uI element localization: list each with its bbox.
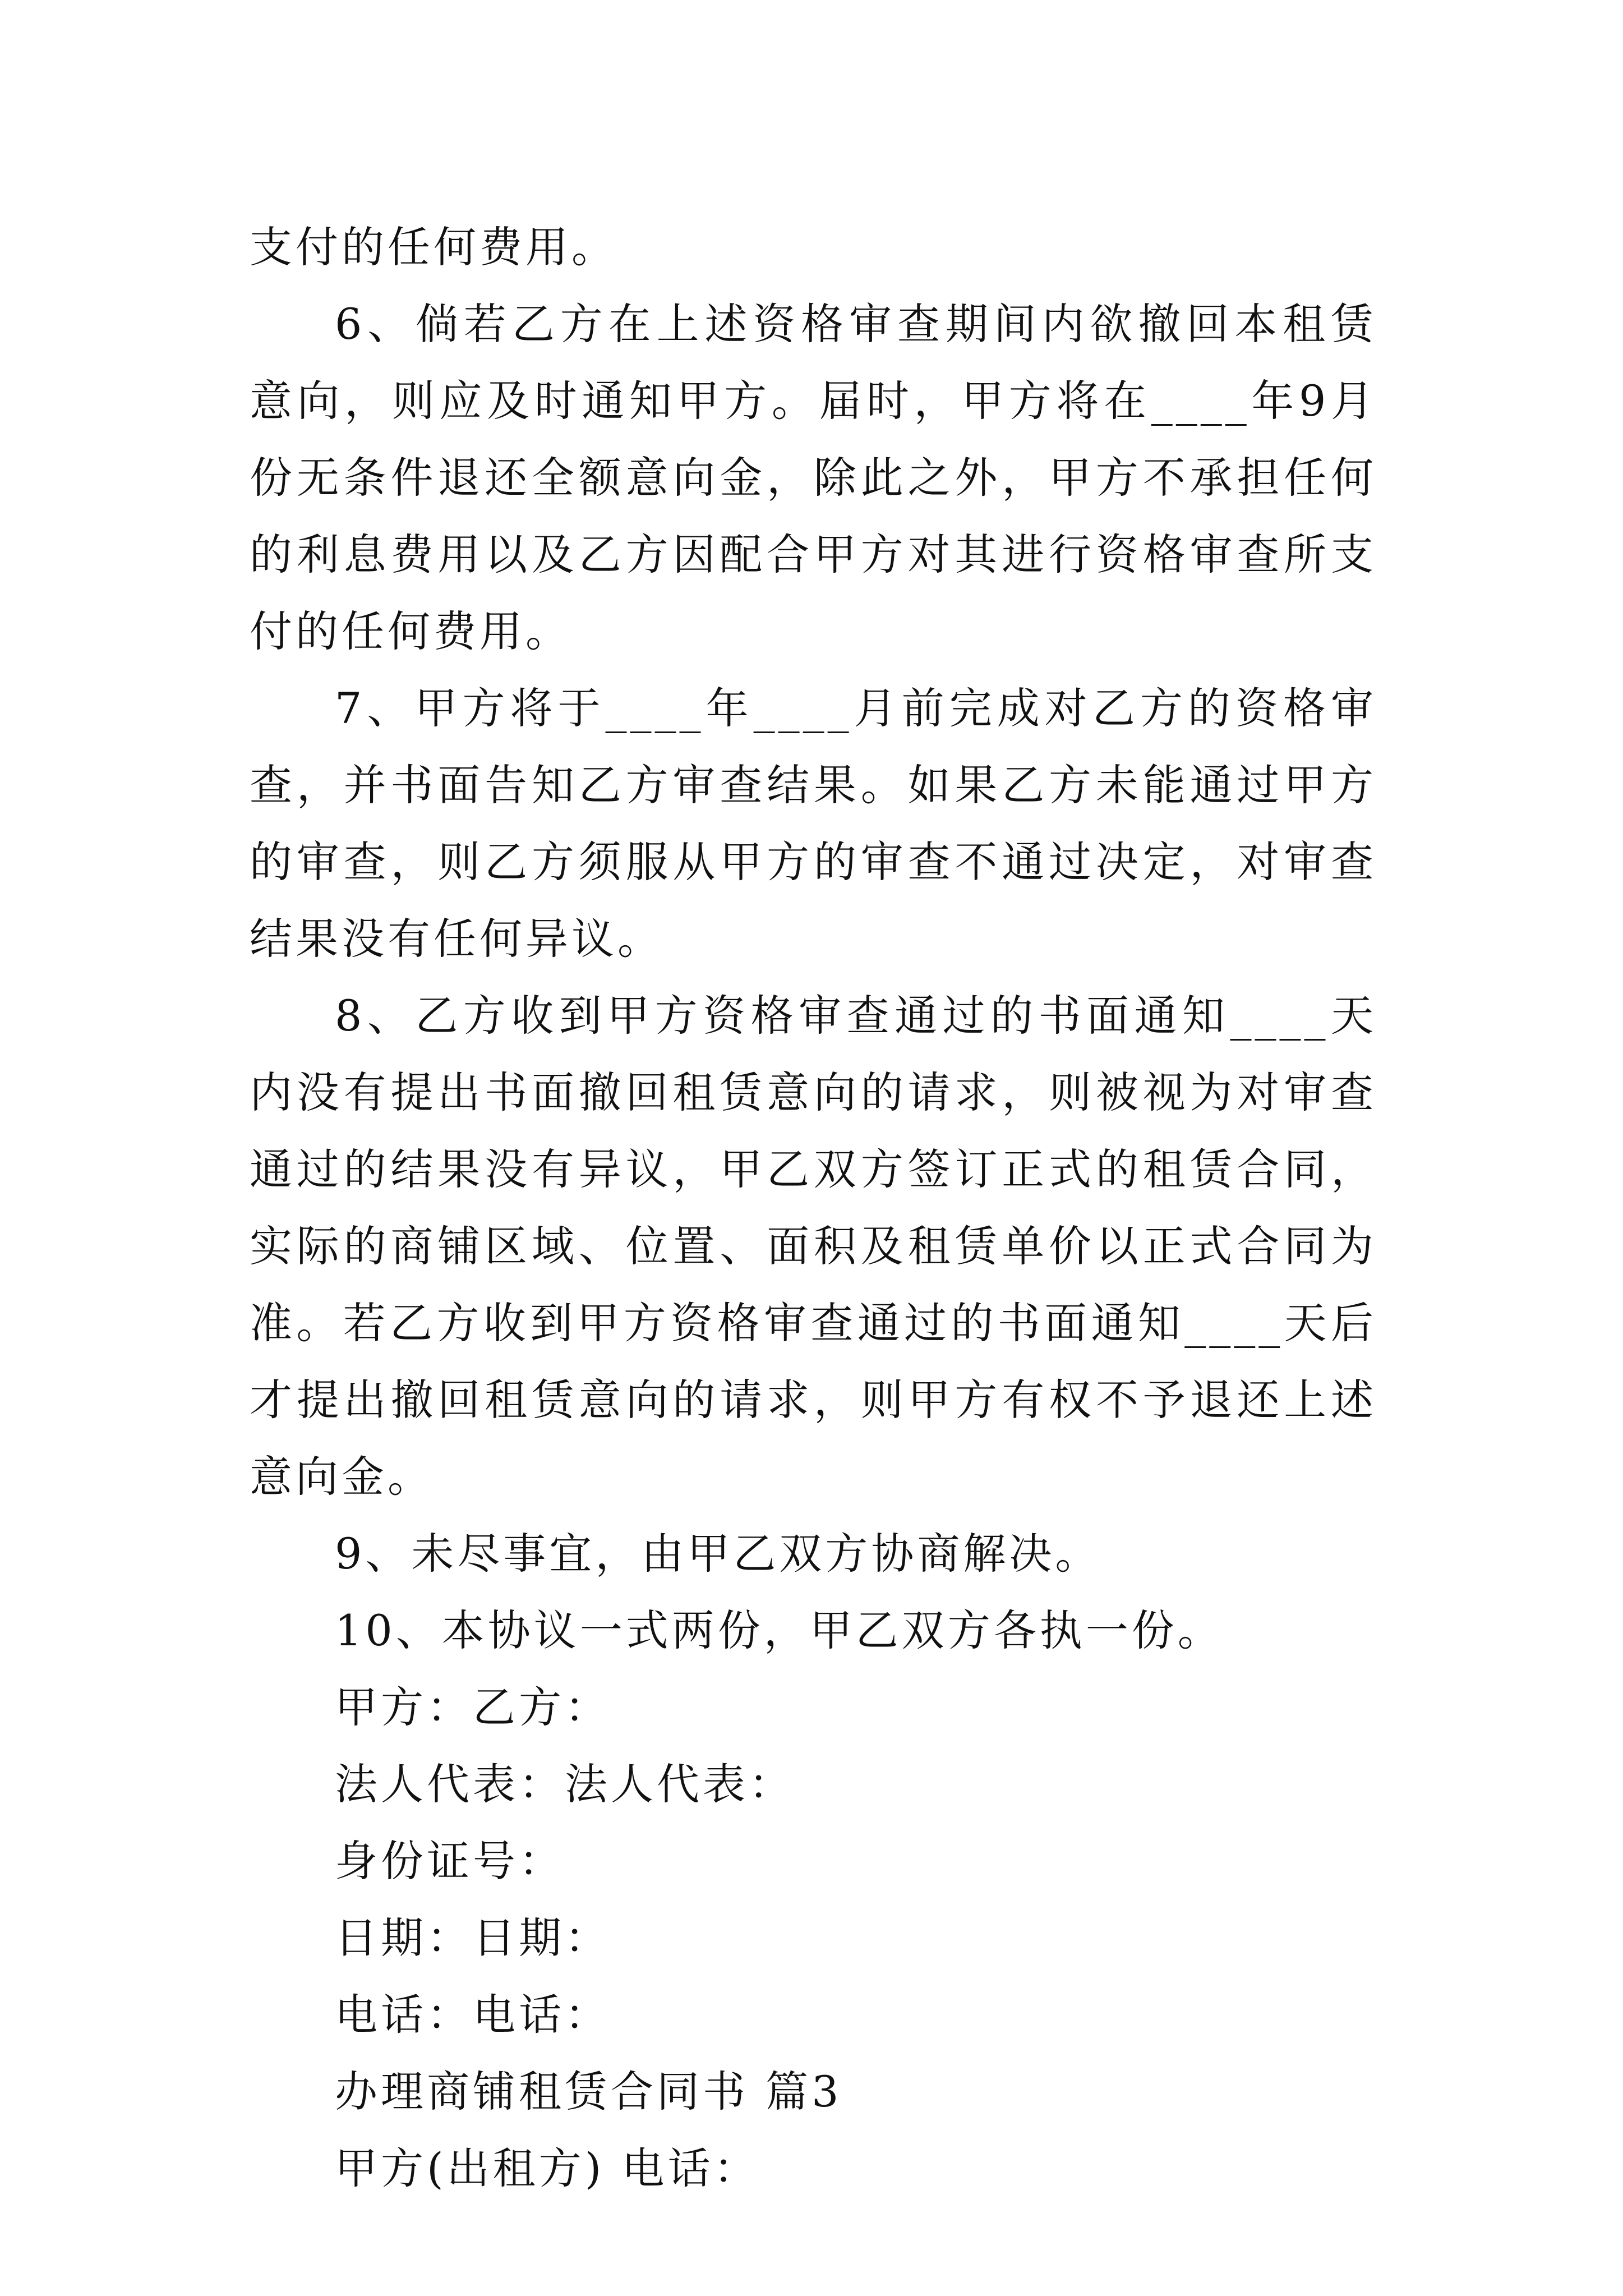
clause-9: 9、未尽事宜，由甲乙双方协商解决。 <box>335 1529 1101 1579</box>
clause-8: 8、乙方收到甲方资格审查通过的书面通知____天内没有提出书面撤回租赁意向的请求，则被视为对审查通过的结果没有异议，甲乙双方签订正式的租赁合同，实际的商铺区域、位置、面积及租赁单价以正式合同为准。若乙方收到甲方资格审查通过的书面通知____天后才提出撤回租赁意向的请求，则甲方有权不予退还上述意向金。 <box>250 991 1377 1502</box>
signature-legal-rep: 法人代表：法人代表： <box>335 1759 795 1809</box>
clause-7: 7、甲方将于____年____月前完成对乙方的资格审查，并书面告知乙方审查结果。如果乙方未能通过甲方的审查，则乙方须服从甲方的审查不通过决定，对审查结果没有任何异议。 <box>250 683 1377 964</box>
clause-6: 6、倘若乙方在上述资格审查期间内欲撤回本租赁意向，则应及时通知甲方。届时，甲方将在____年9月份无条件退还全额意向金，除此之外，甲方不承担任何的利息费用以及乙方因配合甲方对其进行资格审查所支付的任何费用。 <box>250 299 1377 656</box>
signature-date: 日期：日期： <box>335 1913 611 1963</box>
document-body <box>250 209 1377 2207</box>
paragraph-continuation: 支付的任何费用。 <box>250 222 617 272</box>
section-heading: 办理商铺租赁合同书 篇3 <box>335 2067 842 2116</box>
clause-10: 10、本协议一式两份，甲乙双方各执一份。 <box>335 1605 1224 1655</box>
signature-parties: 甲方：乙方： <box>335 1682 611 1732</box>
lessor-line: 甲方(出租方) 电话： <box>335 2143 760 2193</box>
signature-phone: 电话：电话： <box>335 1990 611 2040</box>
signature-id-number: 身份证号： <box>335 1836 565 1886</box>
